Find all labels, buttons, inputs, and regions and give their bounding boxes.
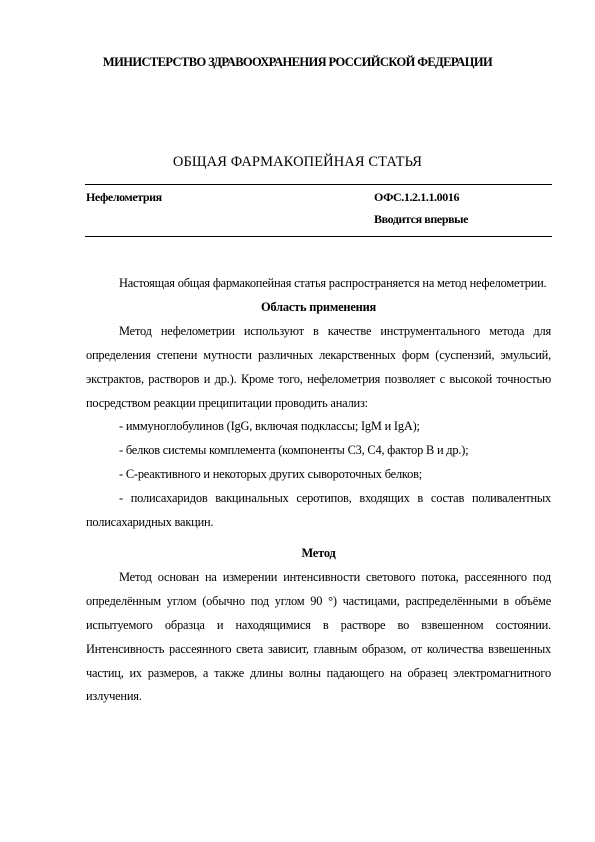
ministry-title: МИНИСТЕРСТВО ЗДРАВООХРАНЕНИЯ РОССИЙСКОЙ ФЕДЕРАЦИИ [102, 55, 493, 69]
list-item: - иммуноглобулинов (IgG, включая подклассы; IgM и IgA); [119, 419, 420, 434]
list-item: - полисахаридов вакцинальных серотипов, входящих в состав поливалентных полисахаридных вакцин. [86, 491, 551, 530]
method-paragraph: Метод основан на измерении интенсивности светового потока, рассеянного под определённым углом (обычно под углом 90 °) частицами, распределёнными в объёме испытуемого образца и находящимися в растворе во взвешенном состоянии. Интенсивность рассеянного света зависит, главным образом, от количества взвешенных частиц, их размеров, а также длины волны падающего на образец электромагнитного излучения. [86, 569, 551, 704]
header-bottom-rule [85, 236, 552, 237]
header-top-rule [85, 184, 552, 185]
list-item: - белков системы комплемента (компоненты С3, С4, фактор В и др.); [119, 443, 469, 458]
article-body [86, 272, 551, 709]
scope-heading: Область применения [260, 299, 377, 314]
article-name: Нефелометрия [86, 190, 162, 204]
document-type-title: ОБЩАЯ ФАРМАКОПЕЙНАЯ СТАТЬЯ [172, 154, 423, 170]
scope-paragraph: Метод нефелометрии используют в качестве инструментального метода для определения степени мутности различных лекарственных форм (суспензий, эмульсий, экстрактов, растворов и др.). Кроме того, нефелометрия позволяет с высокой точностью посредством реакции преципитации проводить анализ: [86, 323, 551, 410]
method-heading: Метод [301, 545, 336, 560]
intro-paragraph: Настоящая общая фармакопейная статья распространяется на метод нефелометрии. [119, 276, 547, 290]
list-item: - С-реактивного и некоторых других сывороточных белков; [119, 467, 423, 482]
article-status: Вводится впервые [374, 212, 469, 226]
article-code: ОФС.1.2.1.1.0016 [374, 190, 460, 204]
